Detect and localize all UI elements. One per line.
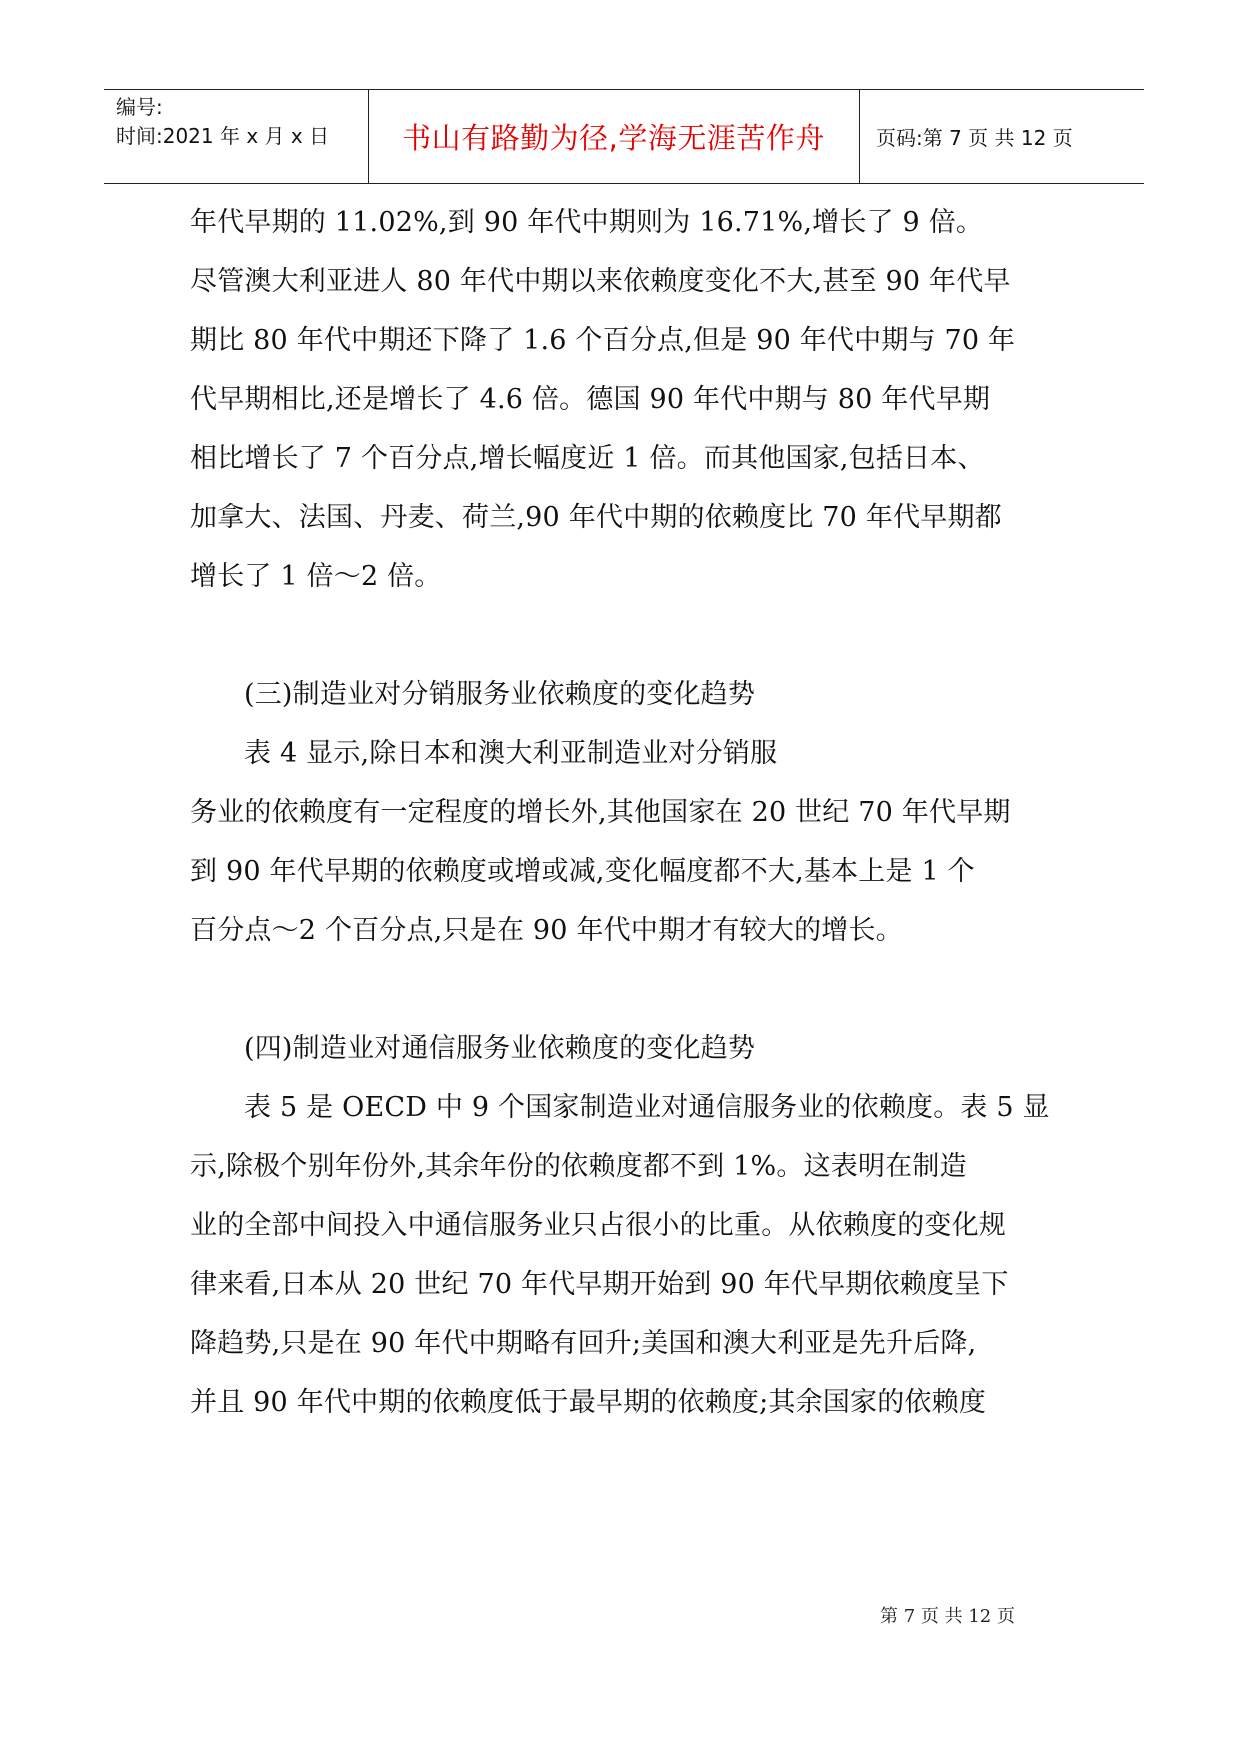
page-header [104,89,1144,184]
text-line: 百分点～2 个百分点,只是在 90 年代中期才有较大的增长。 [190,915,903,946]
text-line: 表 4 显示,除日本和澳大利亚制造业对分销服 [244,738,778,769]
text-line: 律来看,日本从 20 世纪 70 年代早期开始到 90 年代早期依赖度呈下 [190,1269,1009,1300]
header-time-label: 时间:2021 年 x 月 x 日 [116,124,330,148]
text-line: 相比增长了 7 个百分点,增长幅度近 1 倍。而其他国家,包括日本、 [190,443,985,474]
text-line: 务业的依赖度有一定程度的增长外,其他国家在 20 世纪 70 年代早期 [190,797,1011,828]
section-heading: (四)制造业对通信服务业依赖度的变化趋势 [244,1033,756,1064]
header-page-label: 页码:第 7 页 共 12 页 [876,126,1073,150]
text-line: 期比 80 年代中期还下降了 1.6 个百分点,但是 90 年代中期与 70 年 [190,325,1016,356]
text-line: 并且 90 年代中期的依赖度低于最早期的依赖度;其余国家的依赖度 [190,1387,987,1418]
header-code-label: 编号: [116,95,163,119]
text-line: 降趋势,只是在 90 年代中期略有回升;美国和澳大利亚是先升后降, [190,1328,977,1359]
text-line: 尽管澳大利亚进人 80 年代中期以来依赖度变化不大,甚至 90 年代早 [190,266,1011,297]
text-line: 业的全部中间投入中通信服务业只占很小的比重。从依赖度的变化规 [190,1210,1006,1241]
text-line: 示,除极个别年份外,其余年份的依赖度都不到 1%。这表明在制造 [190,1151,967,1182]
text-line: 到 90 年代早期的依赖度或增或减,变化幅度都不大,基本上是 1 个 [190,856,975,887]
text-line: 增长了 1 倍～2 倍。 [190,561,442,592]
header-divider [859,90,860,183]
text-line: 加拿大、法国、丹麦、荷兰,90 年代中期的依赖度比 70 年代早期都 [190,502,1002,533]
section-heading: (三)制造业对分销服务业依赖度的变化趋势 [244,679,756,710]
page-footer: 第 7 页 共 12 页 [880,1606,1015,1627]
text-line: 表 5 是 OECD 中 9 个国家制造业对通信服务业的依赖度。表 5 显 [244,1092,1050,1123]
header-motto: 书山有路勤为径,学海无涯苦作舟 [402,121,825,155]
text-line: 年代早期的 11.02%,到 90 年代中期则为 16.71%,增长了 9 倍。 [190,207,984,238]
text-line: 代早期相比,还是增长了 4.6 倍。德国 90 年代中期与 80 年代早期 [190,384,991,415]
header-meta [116,93,329,151]
